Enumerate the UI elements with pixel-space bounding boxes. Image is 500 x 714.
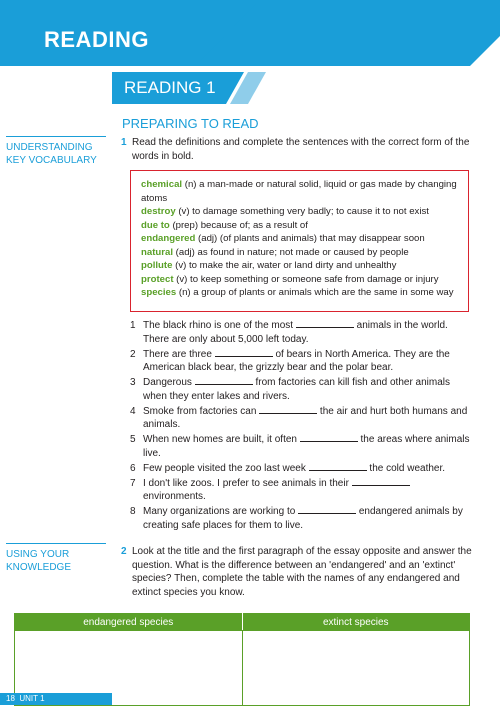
table-header-endangered: endangered species xyxy=(15,614,243,631)
sentence-number: 4 xyxy=(130,405,136,417)
sub-banner-shape xyxy=(0,72,500,104)
sentence-number: 1 xyxy=(130,320,136,331)
answer-blank[interactable] xyxy=(259,405,317,414)
sidebar-label-knowledge: USING YOUR KNOWLEDGE xyxy=(6,543,106,574)
answer-blank[interactable] xyxy=(309,462,367,471)
question-1-text: Read the definitions and complete the sentences with the correct form of the words in bold. xyxy=(132,137,470,162)
definition-word: due to xyxy=(141,219,170,231)
definition-item xyxy=(141,246,468,260)
definition-text: (n) a group of plants or animals which are the same in some way xyxy=(176,287,454,298)
sentence-end: the cold weather. xyxy=(366,462,446,474)
page-title: READING xyxy=(44,27,149,52)
answer-blank[interactable] xyxy=(195,376,253,385)
definition-item xyxy=(141,219,468,233)
page-number: 18 xyxy=(6,694,15,703)
answer-blank[interactable] xyxy=(215,348,273,357)
definition-item xyxy=(141,286,468,300)
definition-word: endangered xyxy=(141,233,196,244)
question-2-text: Look at the title and the first paragraph of the essay opposite and answer the question. What is the difference between an 'endangered' and an 'extinct' species? Then, complete the table with the names of any endangered and extinct species you know. xyxy=(132,546,472,598)
definitions-box xyxy=(130,170,469,312)
definition-word: natural xyxy=(141,246,173,258)
definition-text: (v) to keep something or someone safe from damage or injury xyxy=(173,273,439,285)
definition-item xyxy=(141,205,468,219)
definition-word: species xyxy=(141,287,177,298)
page-footer xyxy=(6,694,45,703)
sentence-item xyxy=(130,348,475,375)
reading-1-banner xyxy=(0,72,500,104)
table-header-extinct: extinct species xyxy=(242,614,470,631)
sentence-number: 6 xyxy=(130,462,136,474)
answer-blank[interactable] xyxy=(296,319,354,328)
sentence-number: 8 xyxy=(130,506,136,517)
answer-blank[interactable] xyxy=(300,433,358,442)
definition-text: (v) to make the air, water or land dirty and unhealthy xyxy=(172,260,397,271)
definition-text: (v) to damage something very badly; to cause it to not exist xyxy=(175,206,429,217)
question-1-number: 1 xyxy=(121,137,127,148)
sentence-start: Many organizations are working to xyxy=(143,506,299,517)
definition-word: pollute xyxy=(141,260,173,271)
sentence-item xyxy=(130,462,475,476)
extinct-species-cell[interactable] xyxy=(242,631,470,706)
definition-item xyxy=(141,178,468,205)
definition-text: (prep) because of; as a result of xyxy=(169,219,308,231)
sentence-end: environments. xyxy=(143,491,206,502)
definition-text: (adj) (of plants and animals) that may disappear soon xyxy=(195,233,425,244)
sentence-item xyxy=(130,319,475,346)
sidebar-label-vocabulary: UNDERSTANDING KEY VOCABULARY xyxy=(6,136,106,167)
definition-item xyxy=(141,273,468,287)
definition-word: destroy xyxy=(141,206,176,217)
sentence-end: animals in the world. There are only about 5,000 left today. xyxy=(143,320,448,345)
sentence-number: 7 xyxy=(130,477,136,489)
definition-text: (adj) as found in nature; not made or caused by people xyxy=(173,246,409,258)
sentence-number: 2 xyxy=(130,348,136,360)
sentence-item xyxy=(130,433,475,460)
unit-label: UNIT 1 xyxy=(19,694,45,703)
sentence-end: endangered animals by creating safe places for them to live. xyxy=(143,506,463,531)
definition-word: protect xyxy=(141,273,174,285)
sentence-start: There are three xyxy=(143,348,215,360)
definition-word: chemical xyxy=(141,179,183,190)
sentence-end: the areas where animals live. xyxy=(143,434,470,459)
answer-blank[interactable] xyxy=(298,505,356,514)
sentence-start: Dangerous xyxy=(143,377,195,388)
sentence-number: 3 xyxy=(130,377,136,388)
section-heading: PREPARING TO READ xyxy=(122,116,259,131)
answer-blank[interactable] xyxy=(352,477,410,486)
section-title: READING 1 xyxy=(124,78,216,97)
sentence-item xyxy=(130,505,475,532)
sentence-number: 5 xyxy=(130,434,136,445)
sentence-item xyxy=(130,405,475,432)
sentence-start: Few people visited the zoo last week xyxy=(143,462,309,474)
question-2-number: 2 xyxy=(121,546,127,557)
definition-item xyxy=(141,232,468,246)
definition-text: (n) a man-made or natural solid, liquid or gas made by changing atoms xyxy=(141,179,457,204)
sentence-item xyxy=(130,376,475,403)
sentence-start: Smoke from factories can xyxy=(143,405,260,417)
sentence-start: I don't like zoos. I prefer to see animals in their xyxy=(143,477,352,489)
definition-item xyxy=(141,259,468,273)
sentence-end: from factories can kill fish and other animals when they enter lakes and rivers. xyxy=(143,377,451,402)
sentence-start: The black rhino is one of the most xyxy=(143,320,296,331)
sentence-end: of bears in North America. They are the American black bear, the grizzly bear and the polar bear. xyxy=(143,348,450,373)
exercise-sentences xyxy=(130,319,475,534)
sentence-end: the air and hurt both humans and animals. xyxy=(143,405,468,430)
sentence-start: When new homes are built, it often xyxy=(143,434,300,445)
sentence-item xyxy=(130,477,475,504)
